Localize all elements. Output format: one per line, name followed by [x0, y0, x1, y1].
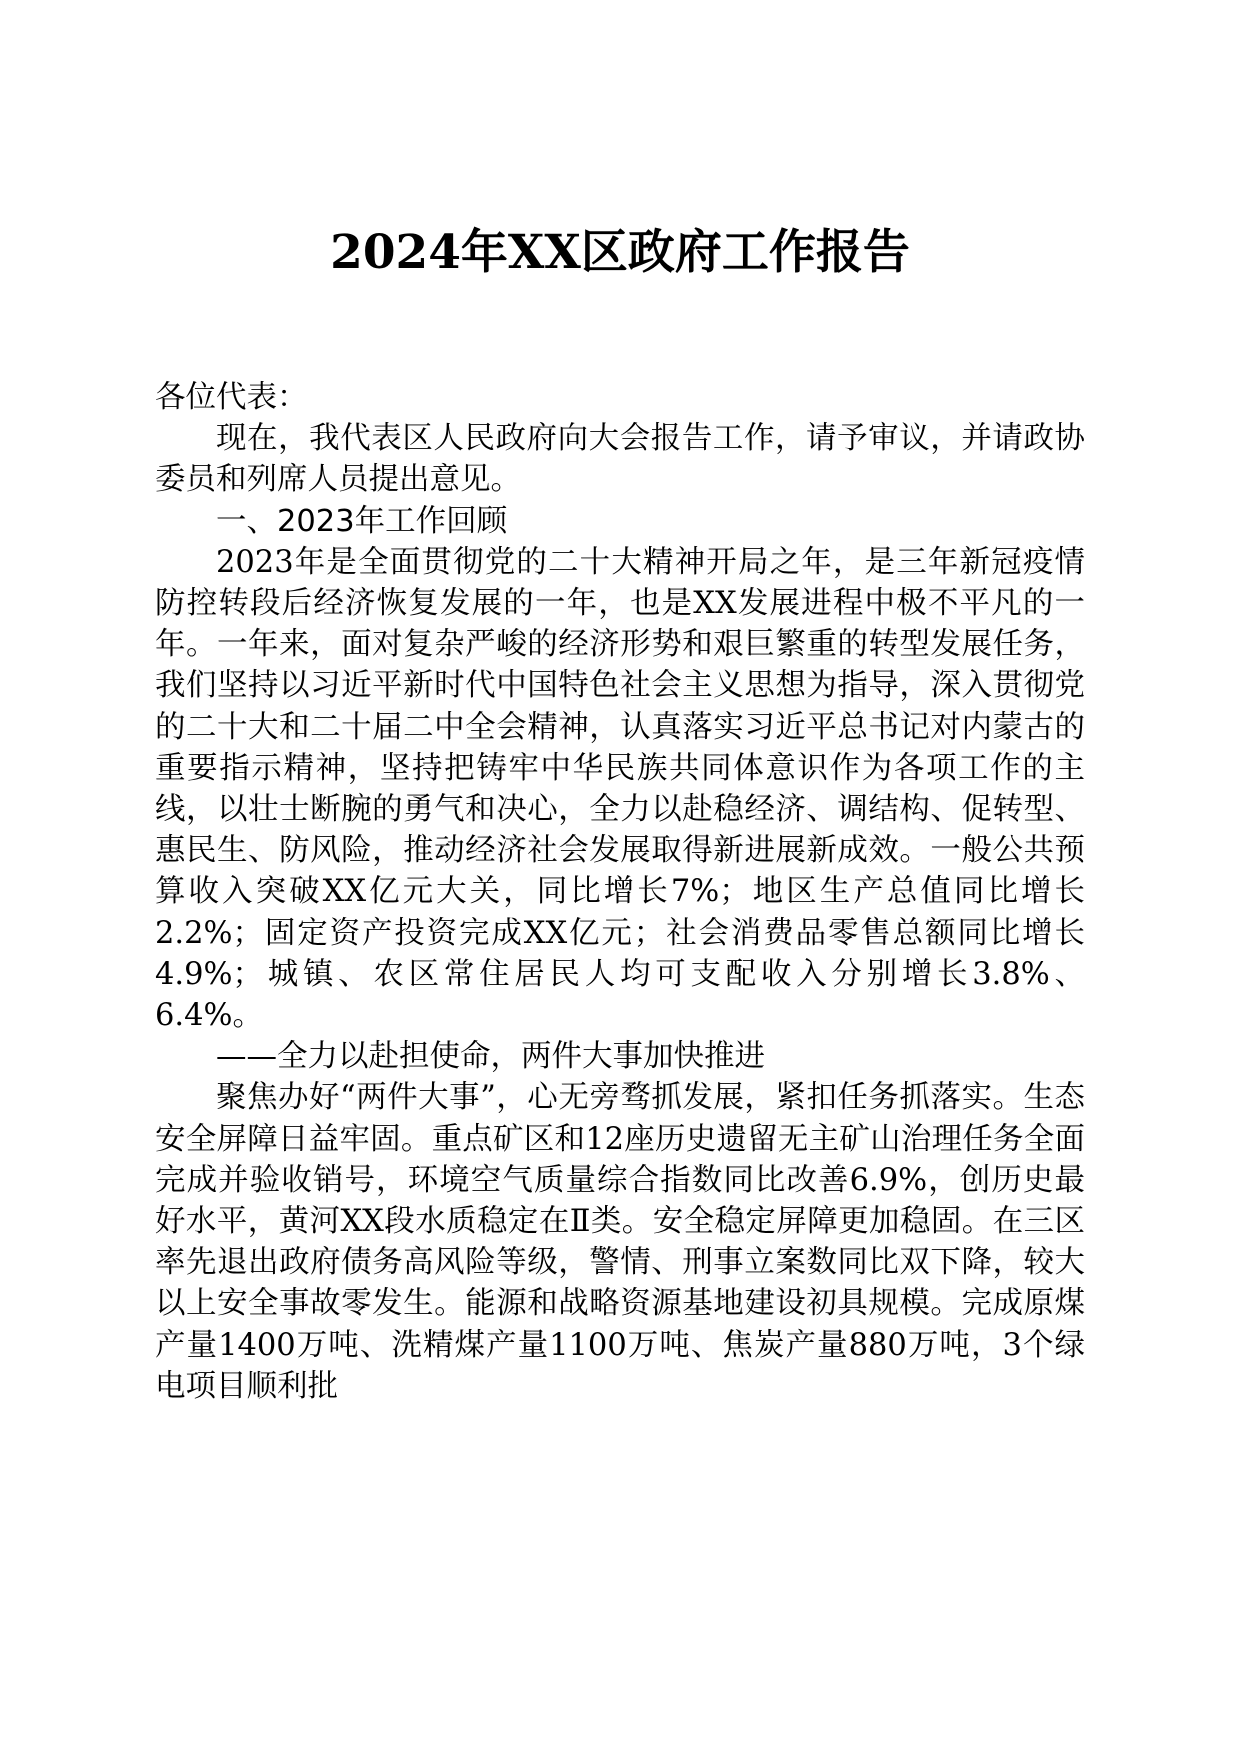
salutation: 各位代表：	[155, 380, 308, 415]
document-body	[155, 377, 1085, 1407]
review-paragraph: 2023年是全面贯彻党的二十大精神开局之年，是三年新冠疫情防控转段后经济恢复发展的一年，也是XX发展进程中极不平凡的一年。一年来，面对复杂严峻的经济形势和艰巨繁重的转型发展任务，我们坚持以习近平新时代中国特色社会主义思想为指导，深入贯彻党的二十大和二十届二中全会精神，认真落实习近平总书记对内蒙古的重要指示精神，坚持把铸牢中华民族共同体意识作为各项工作的主线，以壮士断腕的勇气和决心，全力以赴稳经济、调结构、促转型、惠民生、防风险，推动经济社会发展取得新进展新成效。一般公共预算收入突破XX亿元大关，同比增长7%；地区生产总值同比增长2.2%；固定资产投资完成XX亿元；社会消费品零售总额同比增长4.9%；城镇、农区常住居民人均可支配收入分别增长3.8%、6.4%。	[155, 544, 1085, 1034]
subheading: ——全力以赴担使命，两件大事加快推进	[216, 1039, 765, 1075]
two-major-tasks-paragraph: 聚焦办好“两件大事”，心无旁骛抓发展，紧扣任务抓落实。生态安全屏障日益牢固。重点矿区和12座历史遗留无主矿山治理任务全面完成并验收销号，环境空气质量综合指数同比改善6.9%，创历史最好水平，黄河XX段水质稳定在Ⅱ类。安全稳定屏障更加稳固。在三区率先退出政府债务高风险等级，警情、刑事立案数同比双下降，较大以上安全事故零发生。能源和战略资源基地建设初具规模。完成原煤产量1400万吨、洗精煤产量1100万吨、焦炭产量880万吨，3个绿电项目顺利批	[155, 1080, 1085, 1404]
section-heading: 一、2023年工作回顾	[216, 503, 508, 539]
intro-paragraph: 现在，我代表区人民政府向大会报告工作，请予审议，并请政协委员和列席人员提出意见。	[155, 421, 1085, 498]
document-title: 2024年XX区政府工作报告	[330, 225, 910, 280]
